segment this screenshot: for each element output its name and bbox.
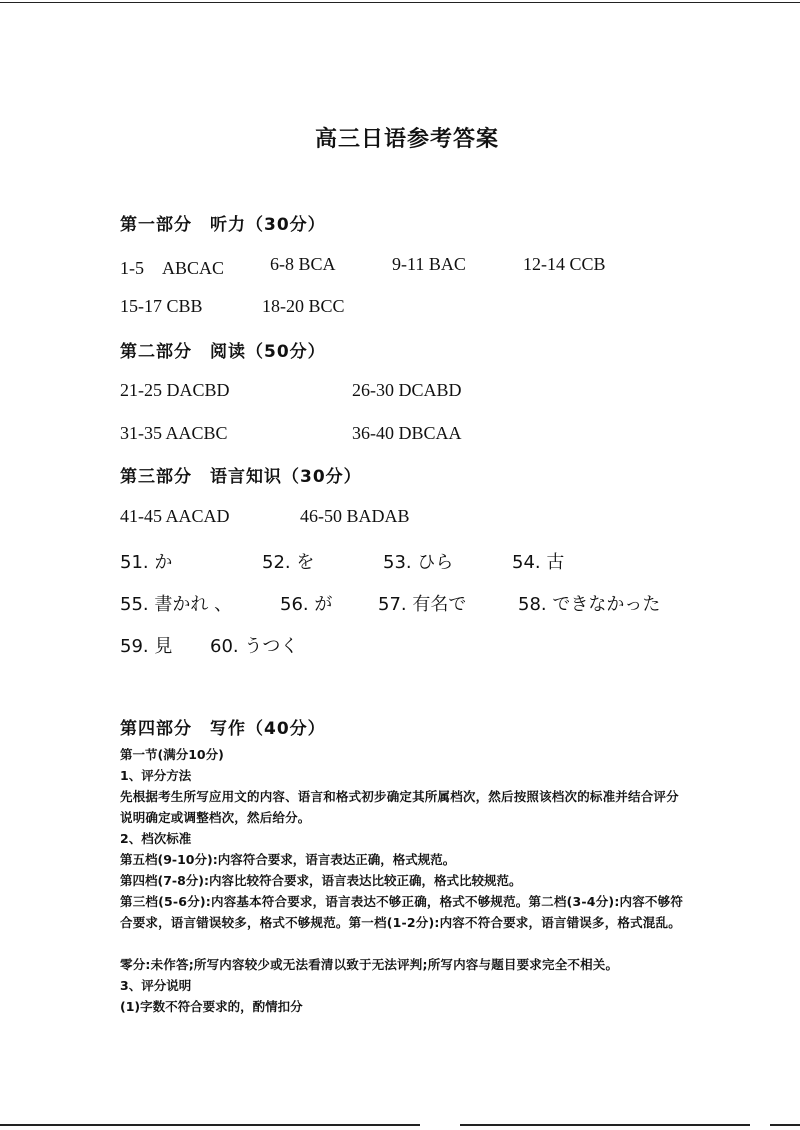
bottom-border-line-right [460, 1124, 750, 1126]
answer-53: 53. ひら [383, 552, 454, 573]
answer-12-14: 12-14 CCB [523, 254, 606, 274]
scoring-notes-label: 3、评分说明 [120, 978, 192, 993]
answer-6-8: 6-8 BCA [270, 254, 336, 274]
bottom-border-line-left [0, 1124, 420, 1126]
answer-59: 59. 見 [120, 636, 173, 657]
grade-3-2-1: 第三档(5-6分):内容基本符合要求，语言表达不够正确，格式不够规范。第二档(3-4分):内容不够符合要求，语言错误较多，格式不够规范。第一档(1-2分):内容不符合要求，语言错误多，格式混乱。 [120, 894, 684, 930]
bottom-border-line-end [770, 1124, 800, 1126]
scoring-method-label: 1、评分方法 [120, 768, 192, 783]
answer-1-5: 1-5 ABCAC [120, 258, 225, 278]
answer-55: 55. 書かれ 、 [120, 594, 233, 615]
answer-26-30: 26-30 DCABD [352, 380, 462, 400]
answer-54: 54. 古 [512, 552, 565, 573]
scoring-method-text: 先根据考生所写应用文的内容、语言和格式初步确定其所属档次，然后按照该档次的标准并结合评分说明确定或调整档次，然后给分。 [120, 789, 679, 825]
grade-standard-label: 2、档次标准 [120, 831, 192, 846]
part3-heading: 第三部分 语言知识（30分） [120, 467, 362, 487]
answer-31-35: 31-35 AACBC [120, 423, 228, 443]
answer-18-20: 18-20 BCC [262, 296, 345, 316]
page-title: 高三日语参考答案 [315, 127, 500, 152]
section1-heading: 第一节(满分10分) [120, 747, 224, 762]
answer-36-40: 36-40 DBCAA [352, 423, 462, 443]
answer-60: 60. うつく [210, 636, 299, 657]
answer-15-17: 15-17 CBB [120, 296, 203, 316]
answer-41-45: 41-45 AACAD [120, 506, 230, 526]
grade-5: 第五档(9-10分):内容符合要求，语言表达正确，格式规范。 [120, 852, 456, 867]
part4-heading: 第四部分 写作（40分） [120, 719, 326, 739]
answer-46-50: 46-50 BADAB [300, 506, 410, 526]
top-border-line [0, 2, 800, 3]
answer-56: 56. が [280, 594, 333, 615]
answer-57: 57. 有名で [378, 594, 467, 615]
part2-heading: 第二部分 阅读（50分） [120, 342, 326, 362]
answer-9-11: 9-11 BAC [392, 254, 466, 274]
answer-51: 51. か [120, 552, 173, 573]
grade-4: 第四档(7-8分):内容比较符合要求，语言表达比较正确，格式比较规范。 [120, 873, 522, 888]
zero-score-rule: 零分:未作答;所写内容较少或无法看清以致于无法评判;所写内容与题目要求完全不相关。 [120, 957, 619, 972]
part1-heading: 第一部分 听力（30分） [120, 215, 326, 235]
answer-21-25: 21-25 DACBD [120, 380, 230, 400]
answer-58: 58. できなかった [518, 594, 661, 615]
answer-52: 52. を [262, 552, 315, 573]
scoring-note-1: (1)字数不符合要求的，酌情扣分 [120, 999, 303, 1014]
